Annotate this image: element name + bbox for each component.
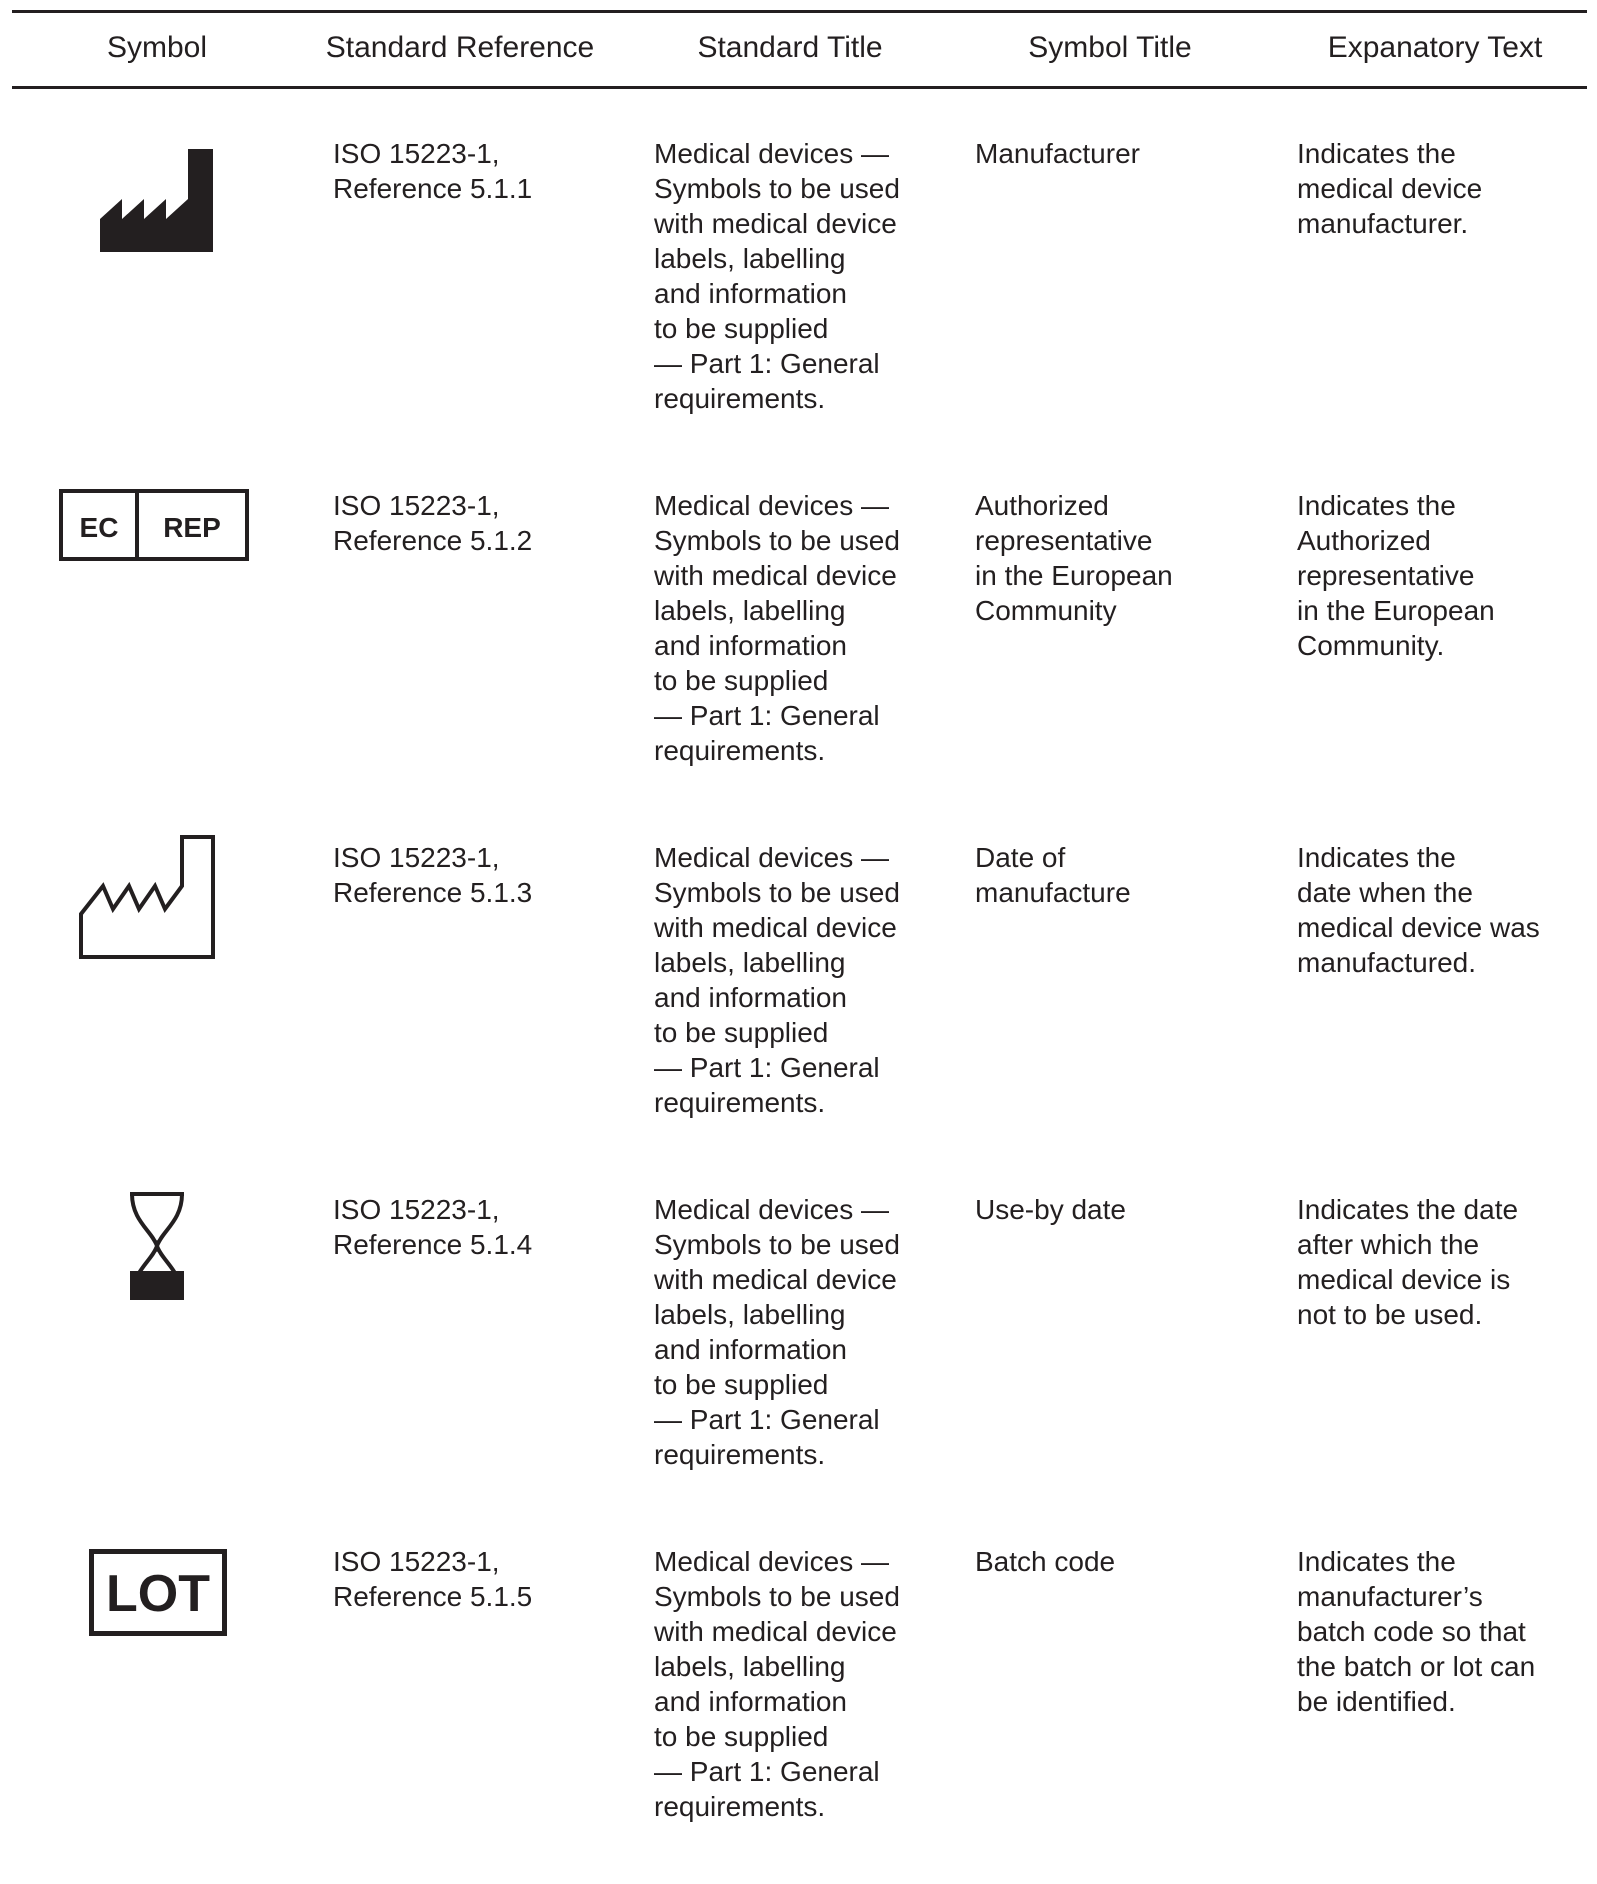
header-symbol: Symbol <box>106 31 208 64</box>
lot-icon-text: LOT <box>106 1565 210 1623</box>
standard-reference: ISO 15223-1, Reference 5.1.2 <box>333 490 533 556</box>
explanatory-text: Indicates the Authorized representative in the European Community. <box>1297 490 1495 661</box>
manufacturer-icon <box>100 149 213 252</box>
table-row <box>0 1544 1597 1884</box>
table-row <box>0 1192 1597 1532</box>
ec-rep-icon-right-text: REP <box>163 512 221 543</box>
header-standard-reference: Standard Reference <box>325 31 595 64</box>
standard-reference: ISO 15223-1, Reference 5.1.5 <box>333 1546 533 1612</box>
standard-title: Medical devices — Symbols to be used with medical device labels, labelling and information to be supplied — Part 1: General requirements. <box>654 842 900 1118</box>
explanatory-text: Indicates the medical device manufacturer. <box>1297 138 1483 239</box>
standard-title: Medical devices — Symbols to be used with medical device labels, labelling and information to be supplied — Part 1: General requirements. <box>654 1546 900 1822</box>
symbol-title: Manufacturer <box>975 138 1140 169</box>
hourglass-icon <box>124 1191 190 1301</box>
header-symbol-title: Symbol Title <box>1028 31 1192 64</box>
header-standard-title: Standard Title <box>697 31 883 64</box>
standard-title: Medical devices — Symbols to be used with medical device labels, labelling and information to be supplied — Part 1: General requirements. <box>654 138 900 414</box>
header-explanatory-text: Expanatory Text <box>1327 31 1543 64</box>
ec-rep-icon <box>59 489 249 561</box>
symbol-title: Authorized representative in the European Community <box>975 490 1173 626</box>
table-header-rule <box>12 86 1587 89</box>
symbol-title: Batch code <box>975 1546 1116 1577</box>
symbol-title: Date of manufacture <box>975 842 1131 908</box>
ec-rep-icon-left-text: EC <box>79 512 119 543</box>
date-of-manufacture-icon <box>78 834 216 960</box>
explanatory-text: Indicates the date after which the medical device is not to be used. <box>1297 1194 1519 1330</box>
lot-icon <box>89 1549 227 1636</box>
standard-title: Medical devices — Symbols to be used with medical device labels, labelling and information to be supplied — Part 1: General requirements. <box>654 1194 900 1470</box>
standard-reference: ISO 15223-1, Reference 5.1.1 <box>333 138 533 204</box>
table-top-rule <box>12 10 1587 13</box>
standard-reference: ISO 15223-1, Reference 5.1.3 <box>333 842 533 908</box>
table-row <box>0 488 1597 828</box>
explanatory-text: Indicates the manufacturer’s batch code so that the batch or lot can be identified. <box>1297 1546 1536 1717</box>
standard-title: Medical devices — Symbols to be used with medical device labels, labelling and information to be supplied — Part 1: General requirements. <box>654 490 900 766</box>
symbol-title: Use-by date <box>975 1194 1126 1225</box>
table-row <box>0 840 1597 1180</box>
table-row <box>0 136 1597 476</box>
explanatory-text: Indicates the date when the medical device was manufactured. <box>1297 842 1540 978</box>
standard-reference: ISO 15223-1, Reference 5.1.4 <box>333 1194 533 1260</box>
